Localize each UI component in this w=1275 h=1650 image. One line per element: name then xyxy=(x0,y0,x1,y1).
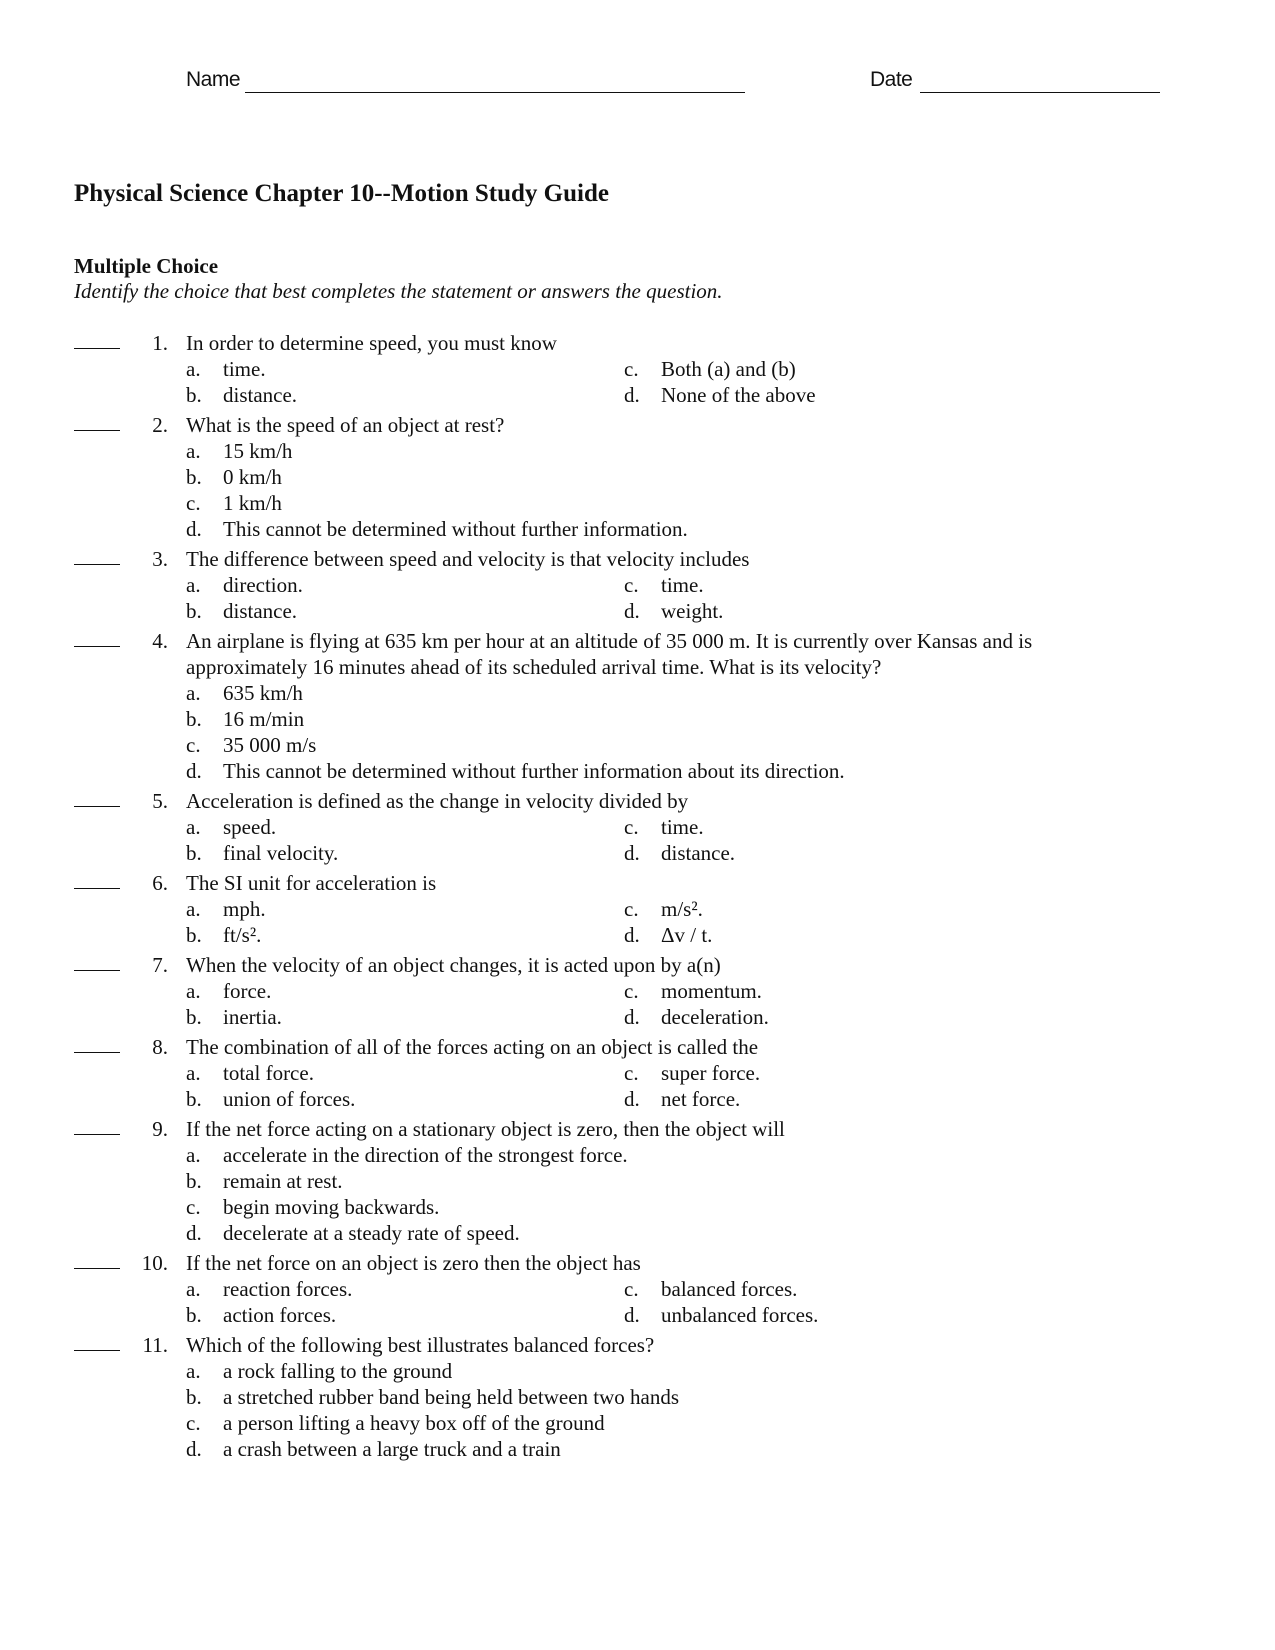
question-number: 3. xyxy=(152,547,168,571)
answer-options xyxy=(186,438,1086,542)
option-letter: a. xyxy=(186,815,201,839)
option-text: balanced forces. xyxy=(661,1277,798,1301)
option-letter: b. xyxy=(186,707,202,731)
option-letter: d. xyxy=(624,383,640,407)
answer-option xyxy=(624,814,1086,840)
option-letter: a. xyxy=(186,1143,201,1167)
answer-option xyxy=(624,572,1086,598)
answer-blank[interactable] xyxy=(74,806,120,807)
option-text: union of forces. xyxy=(223,1087,356,1111)
answer-blank[interactable] xyxy=(74,888,120,889)
answer-options xyxy=(186,572,1086,624)
question-item xyxy=(0,330,1275,412)
question-number: 5. xyxy=(152,789,168,813)
answer-option xyxy=(186,356,624,382)
option-letter: b. xyxy=(186,383,202,407)
question-item xyxy=(0,1116,1275,1250)
option-text: total force. xyxy=(223,1061,314,1085)
option-letter: c. xyxy=(624,1277,639,1301)
option-text: m/s². xyxy=(661,897,703,921)
answer-option xyxy=(186,896,624,922)
option-text: inertia. xyxy=(223,1005,282,1029)
option-letter: b. xyxy=(186,1005,202,1029)
question-number: 8. xyxy=(152,1035,168,1059)
option-text: action forces. xyxy=(223,1303,337,1327)
answer-option xyxy=(624,1060,1086,1086)
answer-blank[interactable] xyxy=(74,348,120,349)
date-label: Date xyxy=(870,68,913,91)
answer-option xyxy=(186,978,624,1004)
option-letter: b. xyxy=(186,1385,202,1409)
answer-option xyxy=(186,706,1086,732)
option-letter: c. xyxy=(624,897,639,921)
option-text: a crash between a large truck and a train xyxy=(223,1437,561,1461)
answer-option xyxy=(186,1410,1086,1436)
option-text: distance. xyxy=(223,383,298,407)
answer-option xyxy=(624,382,1086,408)
option-letter: c. xyxy=(624,815,639,839)
question-number: 7. xyxy=(152,953,168,977)
option-text: a person lifting a heavy box off of the ground xyxy=(223,1411,605,1435)
option-text: time. xyxy=(661,573,704,597)
answer-option xyxy=(186,732,1086,758)
answer-option xyxy=(186,516,1086,542)
answer-option xyxy=(624,1276,1086,1302)
page-title: Physical Science Chapter 10--Motion Study Guide xyxy=(74,180,609,207)
answer-option xyxy=(624,978,1086,1004)
option-letter: b. xyxy=(186,599,202,623)
option-text: 1 km/h xyxy=(223,491,282,515)
question-number: 11. xyxy=(142,1333,168,1357)
option-letter: d. xyxy=(624,923,640,947)
option-text: This cannot be determined without further information about its direction. xyxy=(223,759,845,783)
option-letter: c. xyxy=(624,357,639,381)
question-item xyxy=(0,412,1275,546)
answer-option xyxy=(186,814,624,840)
option-text: deceleration. xyxy=(661,1005,769,1029)
answer-option xyxy=(186,1220,1086,1246)
answer-options xyxy=(186,1276,1086,1328)
question-number: 1. xyxy=(152,331,168,355)
option-letter: c. xyxy=(624,573,639,597)
option-text: super force. xyxy=(661,1061,761,1085)
answer-options xyxy=(186,680,1086,784)
answer-option xyxy=(186,490,1086,516)
option-text: direction. xyxy=(223,573,303,597)
answer-blank[interactable] xyxy=(74,430,120,431)
option-letter: c. xyxy=(624,979,639,1003)
option-text: distance. xyxy=(223,599,298,623)
answer-blank[interactable] xyxy=(74,1268,120,1269)
answer-blank[interactable] xyxy=(74,970,120,971)
answer-options xyxy=(186,356,1086,408)
answer-options xyxy=(186,1358,1086,1462)
name-label: Name xyxy=(186,68,241,91)
option-letter: a. xyxy=(186,573,201,597)
question-text: In order to determine speed, you must know xyxy=(186,331,557,355)
option-letter: b. xyxy=(186,1087,202,1111)
option-letter: b. xyxy=(186,1303,202,1327)
option-letter: c. xyxy=(186,491,201,515)
option-text: time. xyxy=(223,357,266,381)
option-text: 15 km/h xyxy=(223,439,293,463)
answer-options xyxy=(186,1142,1086,1246)
section-heading: Multiple Choice xyxy=(74,254,219,278)
answer-option xyxy=(186,1060,624,1086)
option-letter: b. xyxy=(186,841,202,865)
option-text: a stretched rubber band being held between two hands xyxy=(223,1385,680,1409)
option-letter: a. xyxy=(186,357,201,381)
answer-option xyxy=(624,1086,1086,1112)
answer-option xyxy=(186,464,1086,490)
option-text: accelerate in the direction of the strongest force. xyxy=(223,1143,628,1167)
question-text: What is the speed of an object at rest? xyxy=(186,413,505,437)
option-text: 35 000 m/s xyxy=(223,733,317,757)
answer-option xyxy=(186,572,624,598)
answer-options xyxy=(186,1060,1086,1112)
answer-option xyxy=(624,1004,1086,1030)
question-text: If the net force acting on a stationary object is zero, then the object will xyxy=(186,1117,785,1141)
answer-option xyxy=(186,1168,1086,1194)
option-letter: a. xyxy=(186,439,201,463)
option-letter: a. xyxy=(186,897,201,921)
question-list xyxy=(0,330,1275,1466)
answer-blank[interactable] xyxy=(74,1052,120,1053)
name-date-header xyxy=(0,68,1275,104)
option-letter: d. xyxy=(624,841,640,865)
option-letter: a. xyxy=(186,681,201,705)
option-letter: d. xyxy=(624,1303,640,1327)
answer-options xyxy=(186,896,1086,948)
option-letter: d. xyxy=(186,517,202,541)
option-letter: d. xyxy=(624,599,640,623)
option-text: None of the above xyxy=(661,383,816,407)
option-text: remain at rest. xyxy=(223,1169,343,1193)
option-text: reaction forces. xyxy=(223,1277,353,1301)
option-text: distance. xyxy=(661,841,736,865)
section-instructions: Identify the choice that best completes the statement or answers the question. xyxy=(74,279,723,303)
option-letter: d. xyxy=(186,1221,202,1245)
option-letter: a. xyxy=(186,1359,201,1383)
option-text: final velocity. xyxy=(223,841,339,865)
question-text: Acceleration is defined as the change in velocity divided by xyxy=(186,789,689,813)
answer-option xyxy=(186,382,624,408)
option-letter: b. xyxy=(186,1169,202,1193)
option-text: Δv / t. xyxy=(661,923,713,947)
option-text: force. xyxy=(223,979,272,1003)
answer-option xyxy=(186,1086,624,1112)
option-letter: a. xyxy=(186,979,201,1003)
answer-option xyxy=(186,1384,1086,1410)
answer-option xyxy=(186,1142,1086,1168)
option-letter: d. xyxy=(186,1437,202,1461)
option-text: 16 m/min xyxy=(223,707,305,731)
answer-option xyxy=(186,438,1086,464)
question-item xyxy=(0,628,1275,788)
answer-option xyxy=(186,1358,1086,1384)
question-item xyxy=(0,1250,1275,1332)
option-letter: a. xyxy=(186,1061,201,1085)
answer-option xyxy=(186,598,624,624)
question-item xyxy=(0,1332,1275,1466)
answer-option xyxy=(624,840,1086,866)
answer-option xyxy=(186,1436,1086,1462)
question-number: 10. xyxy=(141,1251,168,1275)
option-letter: c. xyxy=(186,1195,201,1219)
question-number: 2. xyxy=(152,413,168,437)
answer-option xyxy=(624,1302,1086,1328)
answer-option xyxy=(186,758,1086,784)
option-text: ft/s². xyxy=(223,923,262,947)
answer-blank[interactable] xyxy=(74,646,120,647)
option-letter: d. xyxy=(624,1087,640,1111)
question-number: 9. xyxy=(152,1117,168,1141)
answer-option xyxy=(186,1302,624,1328)
option-text: net force. xyxy=(661,1087,741,1111)
option-letter: d. xyxy=(624,1005,640,1029)
question-text: The combination of all of the forces acting on an object is called the xyxy=(186,1035,759,1059)
question-number: 6. xyxy=(152,871,168,895)
option-letter: c. xyxy=(186,733,201,757)
option-text: 0 km/h xyxy=(223,465,282,489)
option-letter: b. xyxy=(186,465,202,489)
option-text: unbalanced forces. xyxy=(661,1303,819,1327)
answer-blank[interactable] xyxy=(74,564,120,565)
question-text: An airplane is flying at 635 km per hour at an altitude of 35 000 m. It is currently over Kansas and is approximately 16 minutes ahead of its scheduled arrival time. What is its velocity? xyxy=(186,629,1033,679)
question-text: The SI unit for acceleration is xyxy=(186,871,437,895)
option-text: This cannot be determined without further information. xyxy=(223,517,688,541)
answer-blank[interactable] xyxy=(74,1350,120,1351)
answer-option xyxy=(624,896,1086,922)
option-text: Both (a) and (b) xyxy=(661,357,796,381)
answer-option xyxy=(624,356,1086,382)
question-text: If the net force on an object is zero then the object has xyxy=(186,1251,641,1275)
question-text: Which of the following best illustrates balanced forces? xyxy=(186,1333,655,1357)
option-text: a rock falling to the ground xyxy=(223,1359,453,1383)
option-text: decelerate at a steady rate of speed. xyxy=(223,1221,520,1245)
question-item xyxy=(0,1034,1275,1116)
option-letter: b. xyxy=(186,923,202,947)
question-item xyxy=(0,870,1275,952)
option-text: time. xyxy=(661,815,704,839)
option-text: weight. xyxy=(661,599,724,623)
answer-options xyxy=(186,814,1086,866)
answer-option xyxy=(186,1004,624,1030)
question-item xyxy=(0,788,1275,870)
answer-option xyxy=(186,922,624,948)
answer-option xyxy=(624,598,1086,624)
answer-options xyxy=(186,978,1086,1030)
answer-option xyxy=(186,680,1086,706)
option-letter: d. xyxy=(186,759,202,783)
option-text: mph. xyxy=(223,897,266,921)
question-text: The difference between speed and velocity is that velocity includes xyxy=(186,547,750,571)
option-text: begin moving backwards. xyxy=(223,1195,440,1219)
answer-blank[interactable] xyxy=(74,1134,120,1135)
question-text: When the velocity of an object changes, it is acted upon by a(n) xyxy=(186,953,721,977)
question-number: 4. xyxy=(152,629,168,653)
question-item xyxy=(0,952,1275,1034)
option-letter: c. xyxy=(624,1061,639,1085)
answer-option xyxy=(186,1276,624,1302)
answer-option xyxy=(624,922,1086,948)
question-item xyxy=(0,546,1275,628)
option-text: speed. xyxy=(223,815,277,839)
option-text: momentum. xyxy=(661,979,762,1003)
option-letter: c. xyxy=(186,1411,201,1435)
name-field[interactable] xyxy=(245,92,745,93)
option-text: 635 km/h xyxy=(223,681,303,705)
option-letter: a. xyxy=(186,1277,201,1301)
answer-option xyxy=(186,840,624,866)
date-field[interactable] xyxy=(920,92,1160,93)
answer-option xyxy=(186,1194,1086,1220)
